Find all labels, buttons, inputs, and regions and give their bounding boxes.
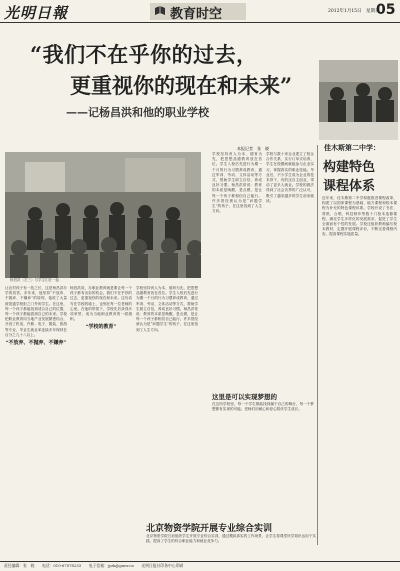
story-body: 在这所学校里，每一个学生都能找到属于自己的舞台，每一个梦想都有实现的可能。老师们用耐心和爱心陪伴学生成长。 <box>212 402 314 412</box>
story-headline: 这里是可以实现梦想的 <box>212 393 277 401</box>
footer-info: 责任编辑：张 晓 电话：010-67078233 电子信箱：jyzk@gmw.cn 光明日报社印务中心印刷 <box>4 563 184 568</box>
article-column-4 <box>70 286 132 558</box>
article-column-1 <box>5 286 67 558</box>
cross-head: “不放弃、不抛弃、不嫌弃” <box>5 340 67 347</box>
main-photo <box>5 152 201 278</box>
story-body: 北京物资学院日前组织学生开展专业综合实训，通过模拟真实的工作场景，让学生将课堂所学知识运用于实践，提高了学生的综合职业能力和就业竞争力。 <box>146 534 316 544</box>
article-body-part: 学校坚持育人为本、德育为先，把思想品德教育放在首位。学生入校后先进行为期一个月的行为习惯养成教育，通过军训、劳动、文体活动等方式，帮助学生树立自信，养成良好习惯。杨昌洪常说：教育的本质是唤醒，是点燃，是让每一个孩子都相信自己能行。许多曾经被认为是“问题学生”的孩子，在这里找到了人生方向。 <box>212 152 262 214</box>
sidebar-photo <box>319 60 398 140</box>
headline-line-2: 更重视你的现在和未来” <box>70 73 293 98</box>
article-body-part: 学校坚持育人为本、德育为先，把思想品德教育放在首位。学生入校后先进行为期一个月的行为习惯养成教育，通过军训、劳动、文体活动等方式，帮助学生树立自信，养成良好习惯。杨昌洪常说：教育的本质是唤醒，是点燃，是让每一个孩子都相信自己能行。许多曾经被认为是“问题学生”的孩子，在这里找到了人生方向。 <box>136 286 198 332</box>
book-icon <box>154 5 166 17</box>
page-number: 05 <box>376 2 396 18</box>
article-body-part: 让农村孩子有一技之长，这是杨昌洪办学的初衷。多年来，他坚持“不放弃、不抛弃、不嫌弃”的原则，接收了大量被普通学校拒之门外的学生。在这里，每一个孩子都能找到适合自己的位置，每一个孩子都能看到自己的未来。学校把职业教育同当地产业发展紧密结合，开设了机电、汽修、电子、服装、旅游等专业，毕业生就业率连续多年保持在百分之九十八以上。 <box>5 286 67 337</box>
sidebar-body: 近年来，佳木斯第二中学积极推进课程改革，构建了以国家课程为基础、地方课程和校本课程为补充的特色课程体系。学校开设了书法、剪纸、合唱、科技制作等数十门校本选修课程，满足学生多样化的发展需求，促进了学生全面而有个性的发展。学校还组织教师编写校本教材，定期开展课程评价，不断完善课程内容，提高课程实施质量。 <box>322 196 397 237</box>
sidebar-school-name: 佳木斯第二中学： <box>324 143 380 152</box>
article-subtitle: ——记杨昌洪和他的职业学校 <box>66 106 209 119</box>
header-divider <box>0 22 400 23</box>
article-column-3 <box>266 152 314 388</box>
section-title: 教育时空 <box>170 7 223 22</box>
masthead: 光明日報 <box>4 4 69 22</box>
footer-divider <box>0 561 400 562</box>
article-column-2 <box>212 152 262 388</box>
sidebar-headline-line-2: 课程体系 <box>323 179 376 194</box>
story-headline: 北京物资学院开展专业综合实训 <box>146 524 273 534</box>
sidebar-headline-line-1: 构建特色 <box>323 160 376 175</box>
article-column-5 <box>136 286 198 514</box>
article-body-part: 学校与数十家企业建立了校企合作关系，实行订单式培养，学生在校期间就能参与企业实习，掌握真实的职业技能。毕业后，不少学生成为企业的技术骨干，有的还自主创业，带动了更多人就业。学校的做法得到了社会各界的广泛认可，吸引了越来越多的学生前来就读。 <box>266 152 314 203</box>
photo-caption: 杨昌洪（左三）与学生们在一起 <box>10 278 59 282</box>
issue-date: 2012年1月15日 星期日 <box>328 9 380 14</box>
sidebar-divider <box>317 145 318 545</box>
headline-line-1: “我们不在乎你的过去， <box>30 42 258 67</box>
byline: 本报记者 张 晓 <box>237 146 269 151</box>
article-body-part: 杨昌洪说，办职业教育就是要让每一个孩子都有出彩的机会。我们不在乎你的过去，更重视你的现在和未来。这句话写在学校的墙上，也刻在每一位老师的心里。在他的带领下，学校先后获得多项荣誉，成为当地职业教育的一面旗帜。 <box>70 286 132 322</box>
cross-head: “学校的教育” <box>85 324 117 331</box>
